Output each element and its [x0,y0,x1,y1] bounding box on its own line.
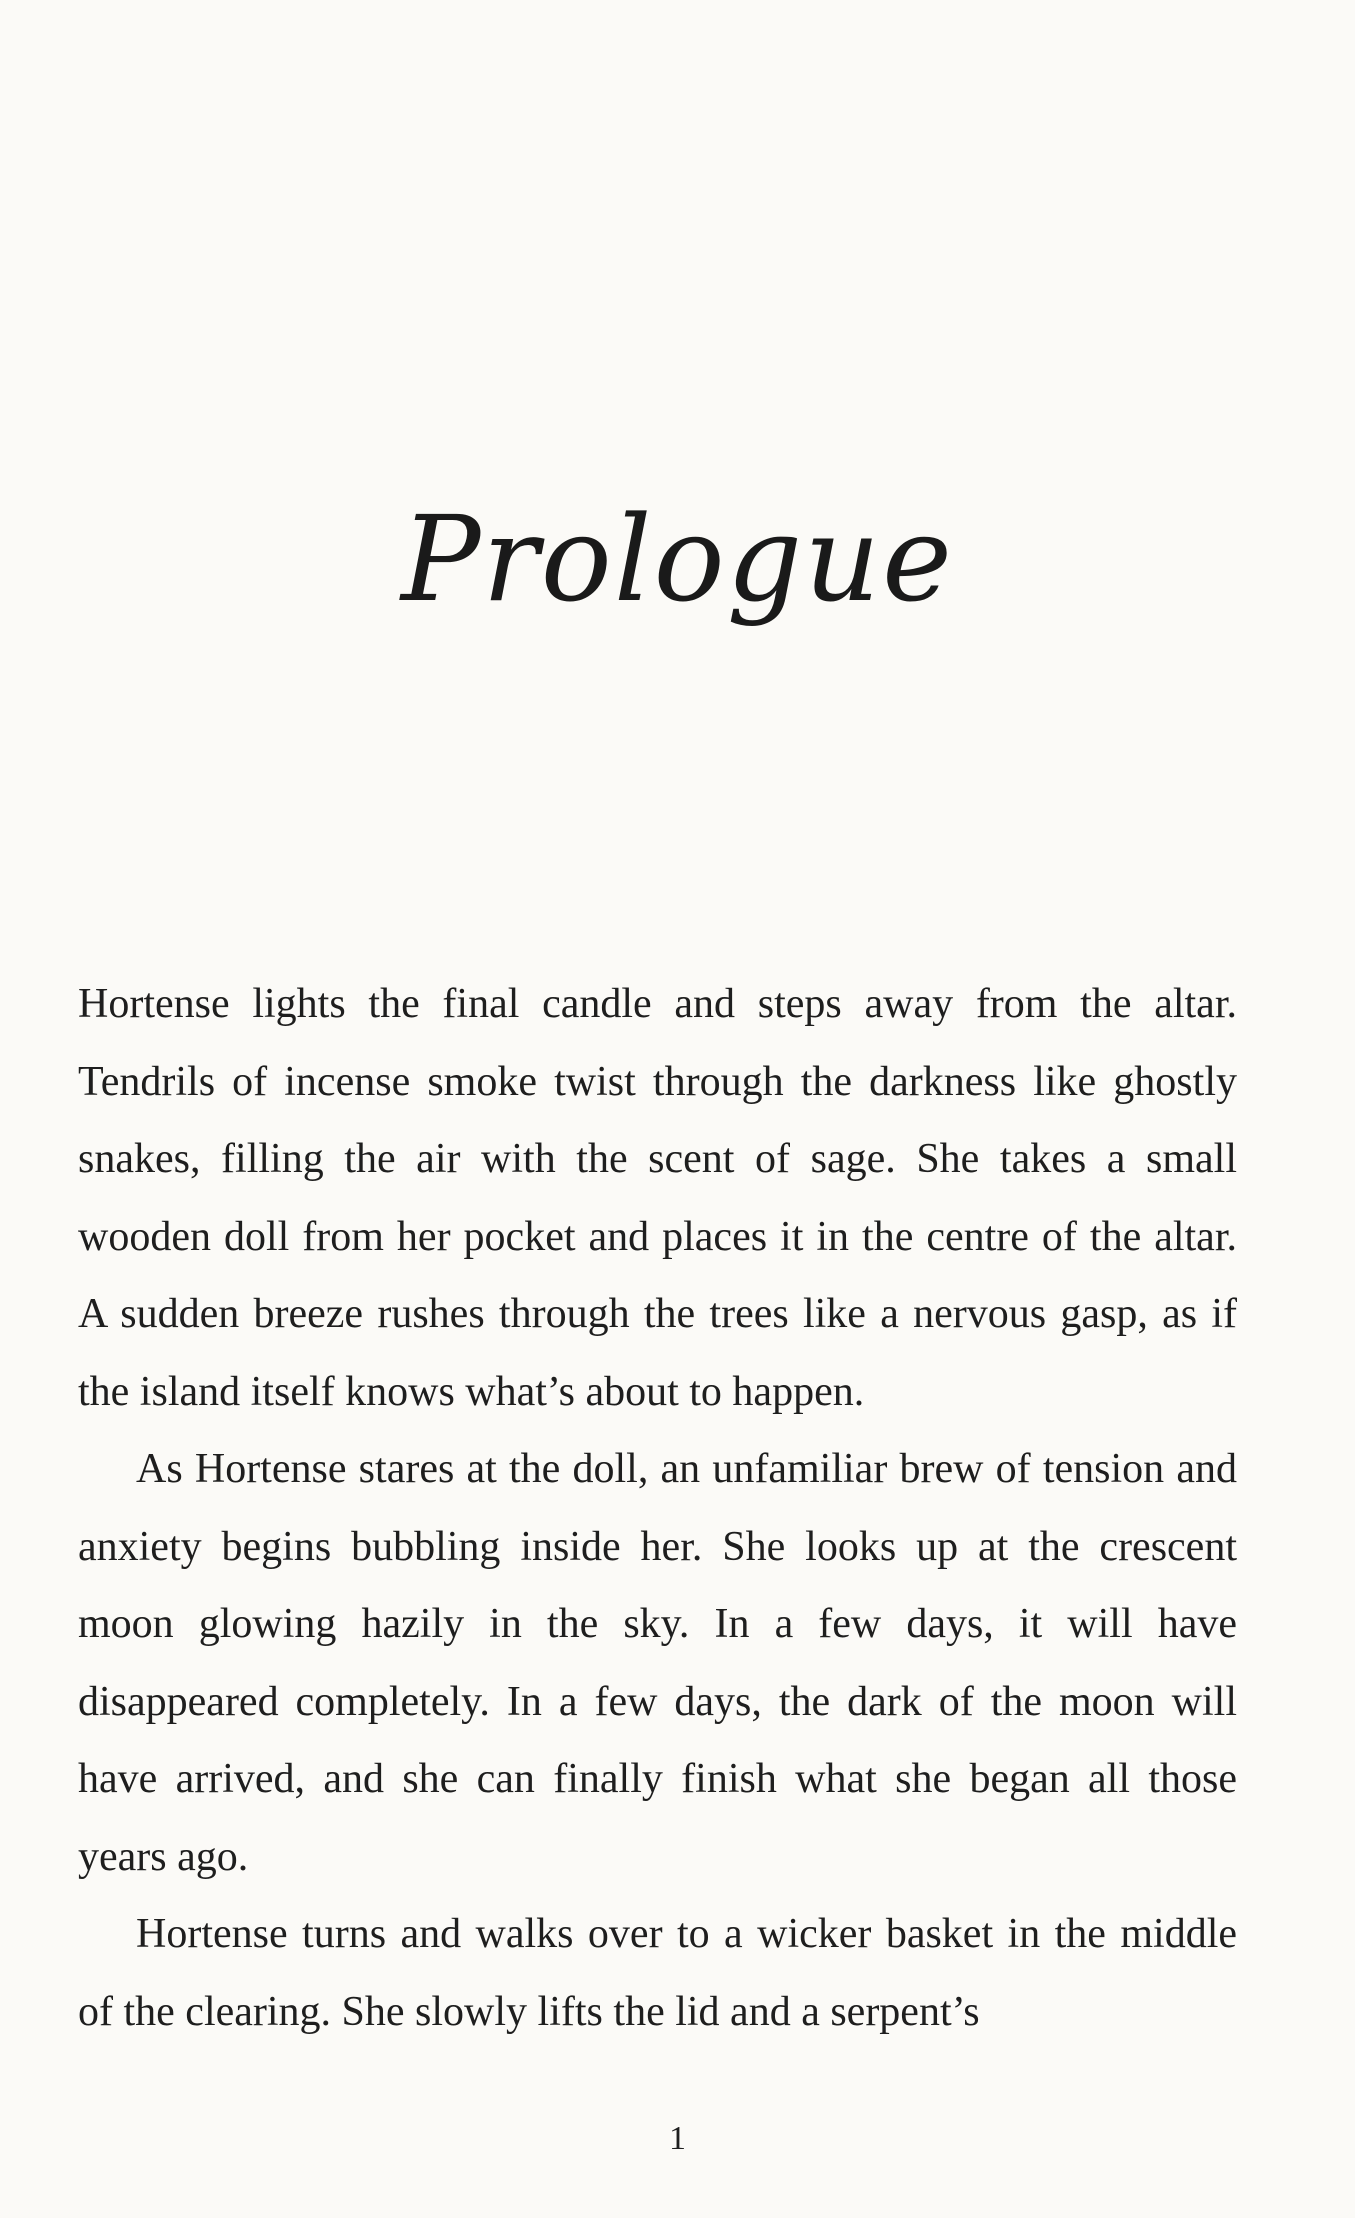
page-number: 1 [669,2120,686,2157]
paragraph-1: Hortense lights the final candle and steps away from the altar. Tendrils of incense smoke twist through the darkness like ghostly snakes, filling the air with the scent of sage. She takes a small wooden doll from her pocket and places it in the centre of the altar. A sudden breeze rushes through the trees like a nervous gasp, as if the island itself knows what’s about to happen. [78,981,1237,1415]
body-text [78,966,1237,2051]
paragraph-2: As Hortense stares at the doll, an unfamiliar brew of tension and anxiety begins bubbling inside her. She looks up at the crescent moon glowing hazily in the sky. In a few days, it will have disappeared completely. In a few days, the dark of the moon will have arrived, and she can finally finish what she began all those years ago. [78,1446,1237,1880]
paragraph-3: Hortense turns and walks over to a wicker basket in the middle of the clearing. She slowly lifts the lid and a serpent’s [78,1911,1237,2035]
chapter-title: Prologue [401,490,954,628]
